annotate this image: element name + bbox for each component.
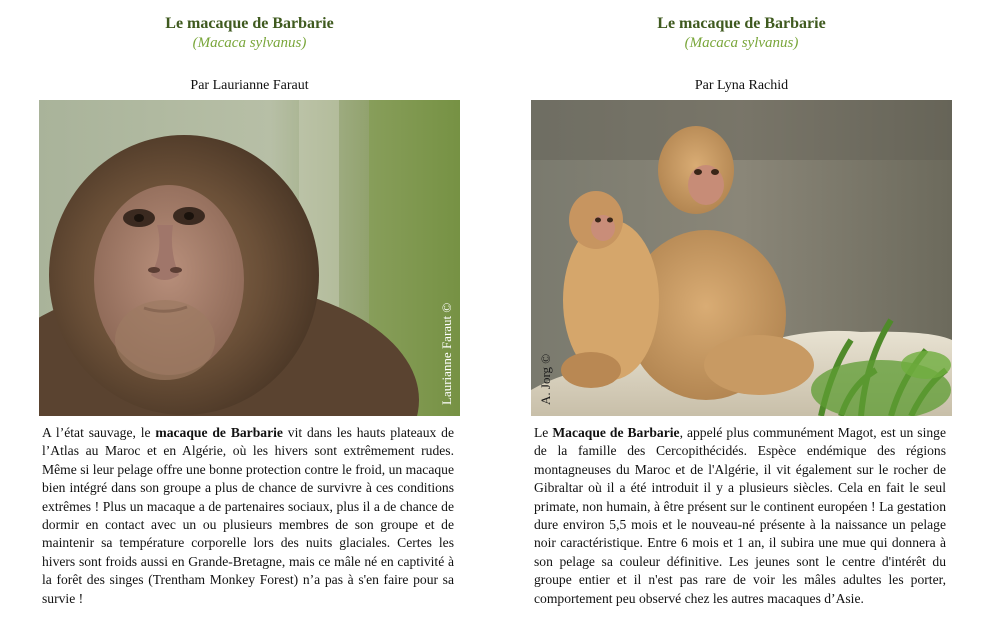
article-subtitle: (Macaca sylvanus) — [684, 35, 799, 51]
species-name: Macaque de Barbarie — [552, 425, 680, 440]
article-body: Le Macaque de Barbarie, appelé plus communément Magot, est un singe de la famille des Cercopithécidés. Espèce endémique des régions montagneuses du Maroc et de l'Algérie, il vit également sur le rocher de Gibraltar où il a été introduit il y a plusieurs siècles. Cela en fait le seul primate, non humain, à être présent sur le continent européen ! La gestation dure environ 5,5 mois et le nouveau-né présente à la naissance un pelage noir caractéristique. Entre 6 mois et 1 an, il subira une mue qui donnera à son pelage sa couleur définitive. Les jeunes sont le centre d'intérêt du groupe entier et il n'est pas rare de voir les mâles adultes les porter, comportement peu observé chez les autres macaques d’Asie. — [534, 425, 946, 606]
macaque-mother-baby-photo — [531, 100, 952, 416]
photo-credit: A. Jorg © — [538, 353, 553, 405]
macaque-portrait-photo — [39, 100, 460, 416]
article-author: Par Lyna Rachid — [694, 78, 789, 93]
article-title: Le macaque de Barbarie — [657, 15, 826, 32]
species-name: macaque de Barbarie — [155, 425, 283, 440]
article-right — [531, 0, 952, 606]
article-subtitle: (Macaca sylvanus) — [192, 35, 307, 51]
photo-credit: Laurianne Faraut © — [439, 302, 454, 405]
article-title: Le macaque de Barbarie — [165, 15, 334, 32]
article-left — [39, 0, 460, 606]
article-body: A l’état sauvage, le macaque de Barbarie vit dans les hauts plateaux de l’Atlas au Maroc et en Algérie, où les hivers sont extrêmement rudes. Même si leur pelage offre une bonne protection contre le froid, un macaque bien intégré dans son groupe a plus de chance de survivre à ces conditions extrêmes ! Plus un macaque a de partenaires sociaux, plus il a de chance de dormir en contact avec un ou plusieurs membres de son groupe et de maintenir sa température corporelle lors des nuits glaciales. Certes les hivers sont froids aussi en Grande-Bretagne, mais ce mâle né en captivité à la forêt des singes (Trentham Monkey Forest) n’a pas à s'en faire pour sa survie ! — [42, 425, 454, 606]
article-author: Par Laurianne Faraut — [190, 78, 309, 93]
